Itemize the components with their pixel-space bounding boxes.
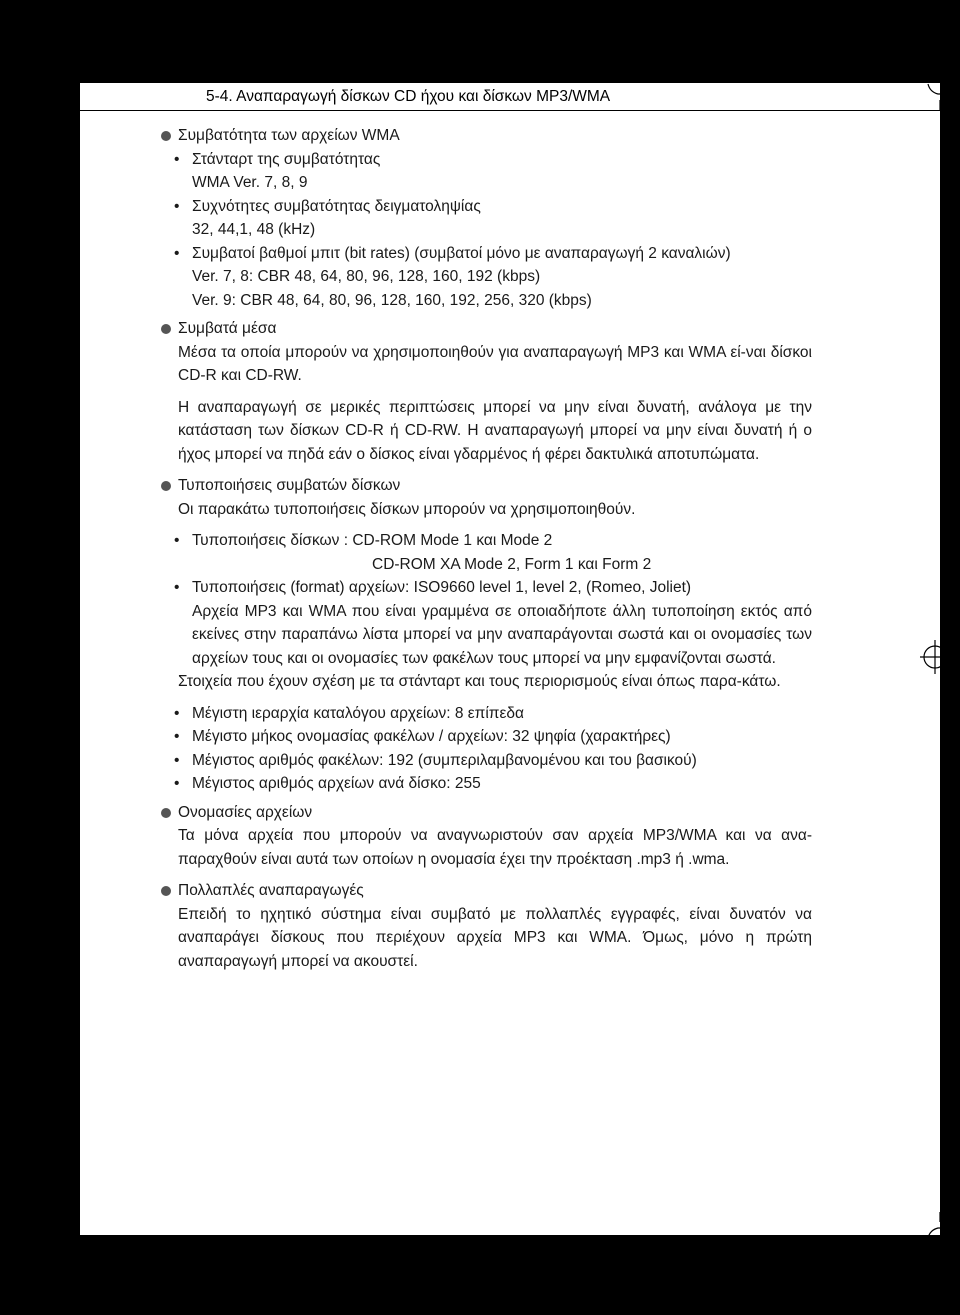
list-item: • Συχνότητες συμβατότητας δειγματοληψίας bbox=[160, 195, 812, 219]
bullet-icon: • bbox=[174, 197, 180, 215]
paragraph: Μέσα τα οποία μπορούν να χρησιμοποιηθούν για αναπαραγωγή MP3 και WMA εί-ναι δίσκοι CD-R και CD-RW. bbox=[178, 343, 812, 384]
section-heading-formats: Τυποποιήσεις συμβατών δίσκων bbox=[160, 474, 812, 498]
section-dot-icon bbox=[161, 324, 171, 334]
list-item-value: WMA Ver. 7, 8, 9 bbox=[192, 174, 308, 191]
paragraph: Η αναπαραγωγή σε μερικές περιπτώσεις μπορεί να μην είναι δυνατή, ανάλογα με την κατάσταση των δίσκων CD-R ή CD-RW. Η αναπαραγωγή μπορεί να μην είναι δυνατή ή ο ήχος μπορεί να πηδά εάν ο δίσκος είναι γδαρμένος ή φέρει δακτυλικά αποτυπώματα. bbox=[178, 398, 812, 463]
list-item-value: 32, 44,1, 48 (kHz) bbox=[192, 221, 316, 238]
bullet-icon: • bbox=[174, 704, 180, 722]
list-item: • Τυποποιήσεις δίσκων : CD-ROM Mode 1 και Mode 2 bbox=[160, 529, 812, 553]
list-item: • Μέγιστος αριθμός φακέλων: 192 (συμπεριλαμβανομένου και του βασικού) bbox=[160, 749, 812, 773]
page-header bbox=[80, 83, 940, 111]
list-item: • Μέγιστη ιεραρχία καταλόγου αρχείων: 8 επίπεδα bbox=[160, 702, 812, 726]
paragraph: Τα μόνα αρχεία που μπορούν να αναγνωριστούν σαν αρχεία MP3/WMA και να ανα-παραχθούν είναι αυτά των οποίων η ονομασία έχει την προέκταση .mp3 ή .wma. bbox=[178, 827, 812, 868]
bullet-icon: • bbox=[174, 579, 180, 596]
bullet-icon: • bbox=[174, 751, 180, 769]
list-item-value: CD-ROM XA Mode 2, Form 1 και Form 2 bbox=[372, 555, 652, 573]
bullet-icon: • bbox=[174, 244, 180, 262]
document-body bbox=[160, 124, 812, 981]
section-heading-wma: Συμβατότητα των αρχείων WMA bbox=[160, 124, 812, 148]
list-item: • Συμβατοί βαθμοί μπιτ (bit rates) (συμβατοί μόνο με αναπαραγωγή 2 καναλιών) bbox=[160, 242, 812, 266]
section-heading-media: Συμβατά μέσα bbox=[160, 317, 812, 341]
header-title: 5-4. Αναπαραγωγή δίσκων CD ήχου και δίσκων MP3/WMA bbox=[206, 88, 611, 105]
registration-mark bbox=[920, 640, 950, 674]
corner-mark-bottom bbox=[922, 1212, 948, 1242]
paragraph: Επειδή το ηχητικό σύστημα είναι συμβατό με πολλαπλές εγγραφές, είναι δυνατόν να αναπαράγει δίσκους που περιέχουν αρχεία MP3 και WMA. Όμως, μόνο η πρώτη αναπαραγωγή μπορεί να ακουστεί. bbox=[178, 905, 812, 970]
bullet-icon: • bbox=[174, 150, 180, 168]
list-item: • Στάνταρτ της συμβατότητας bbox=[160, 148, 812, 172]
list-item-value: Ver. 9: CBR 48, 64, 80, 96, 128, 160, 192, 256, 320 (kbps) bbox=[192, 291, 592, 309]
list-item: • Μέγιστο μήκος ονομασίας φακέλων / αρχείων: 32 ψηφία (χαρακτήρες) bbox=[160, 725, 812, 749]
list-item-value: Ver. 7, 8: CBR 48, 64, 80, 96, 128, 160, 192 (kbps) bbox=[192, 268, 541, 285]
section-dot-icon bbox=[161, 131, 171, 141]
bullet-icon: • bbox=[174, 532, 180, 549]
list-item-paragraph: Αρχεία MP3 και WMA που είναι γραμμένα σε οποιαδήποτε άλλη τυποποίηση εκτός από εκείνες στην παραπάνω λίστα μπορεί να μην αναπαράγονται σωστά και οι ονομασίες των αρχείων τους και οι ονομασίες των φακέλων τους μπορεί να μην εμφανίζονται σωστά. bbox=[192, 602, 812, 667]
list-item: • Μέγιστος αριθμός αρχείων ανά δίσκο: 255 bbox=[160, 772, 812, 796]
bullet-icon: • bbox=[174, 728, 180, 745]
bullet-icon: • bbox=[174, 775, 180, 792]
list-item: • Τυποποιήσεις (format) αρχείων: ISO9660 level 1, level 2, (Romeo, Joliet) bbox=[160, 576, 812, 600]
section-dot-icon bbox=[161, 808, 171, 818]
section-heading-multi: Πολλαπλές αναπαραγωγές bbox=[160, 879, 812, 903]
section-dot-icon bbox=[161, 886, 171, 896]
section-heading-names: Ονομασίες αρχείων bbox=[160, 801, 812, 825]
section-dot-icon bbox=[161, 481, 171, 491]
corner-mark-top bbox=[922, 80, 948, 110]
paragraph: Οι παρακάτω τυποποιήσεις δίσκων μπορούν να χρησιμοποιηθούν. bbox=[178, 500, 636, 518]
paragraph: Στοιχεία που έχουν σχέση με τα στάνταρτ και τους περιορισμούς είναι όπως παρα-κάτω. bbox=[178, 673, 781, 690]
